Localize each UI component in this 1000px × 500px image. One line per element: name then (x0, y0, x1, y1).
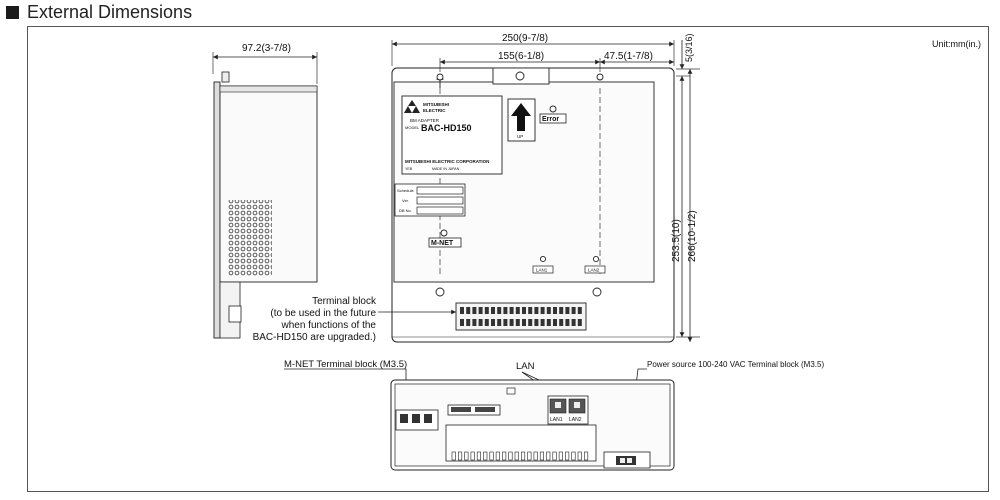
terminal-pin (472, 319, 476, 326)
terminal-pin (541, 319, 545, 326)
terminal-pin (466, 307, 470, 314)
mnet-terminal-callout: M-NET Terminal block (M3.5) (284, 359, 408, 370)
error-led-icon (550, 106, 556, 112)
svg-text:LAN2: LAN2 (569, 417, 582, 423)
terminal-pin (559, 319, 563, 326)
top-offset-label: 5(3/16) (684, 33, 694, 62)
terminal-pin (460, 307, 464, 314)
terminal-pin (460, 319, 464, 326)
svg-text:(to be used in the future: (to be used in the future (270, 308, 376, 319)
vent-holes (228, 200, 272, 276)
total-height-label: 266(10-1/2) (687, 210, 698, 262)
terminal-pin (516, 307, 520, 314)
board-connector-tooth (578, 452, 582, 460)
power-terminal-callout: Power source 100-240 VAC Terminal block (M3.5) (647, 360, 825, 369)
terminal-pin (485, 307, 489, 314)
right-offset-label: 47.5(1-7/8) (604, 51, 653, 62)
mnet-label: M-NET (431, 240, 454, 247)
terminal-pin (541, 307, 545, 314)
board-connector-tooth (490, 452, 494, 460)
svg-text:LAN1: LAN1 (536, 267, 548, 273)
svg-text:MITSUBISHI ELECTRIC CORPORATIO: MITSUBISHI ELECTRIC CORPORATION (405, 159, 490, 164)
board-connector-tooth (477, 452, 481, 460)
terminal-pin (497, 307, 501, 314)
svg-text:Terminal block: Terminal block (312, 296, 376, 307)
svg-text:ELECTRIC: ELECTRIC (423, 108, 446, 113)
terminal-pin (572, 319, 576, 326)
board-connector-tooth (534, 452, 538, 460)
svg-text:UP: UP (517, 134, 524, 139)
svg-text:LAN1: LAN1 (550, 417, 563, 423)
terminal-pin (503, 307, 507, 314)
svg-text:Ver.: Ver. (402, 198, 409, 203)
board-connector-tooth (465, 452, 469, 460)
terminal-pin (503, 319, 507, 326)
board-connector-tooth (540, 452, 544, 460)
lan1-led-icon (540, 256, 545, 261)
board-connector-tooth (565, 452, 569, 460)
mnet-led-icon (441, 230, 447, 236)
terminal-pin (497, 319, 501, 326)
terminal-pin (553, 307, 557, 314)
terminal-pin (485, 319, 489, 326)
terminal-pin (522, 307, 526, 314)
lan2-led-icon (593, 256, 598, 261)
terminal-pin (528, 319, 532, 326)
error-label: Error (542, 116, 560, 123)
svg-text:LAN2: LAN2 (588, 267, 600, 273)
total-width-label: 250(9-7/8) (502, 33, 549, 44)
terminal-pin (547, 307, 551, 314)
terminal-pin (553, 319, 557, 326)
board-connector-tooth (528, 452, 532, 460)
section-title: External Dimensions (27, 1, 193, 22)
bottom-view (284, 359, 824, 470)
terminal-pin (516, 319, 520, 326)
board-connector-tooth (547, 452, 551, 460)
terminal-pin (522, 319, 526, 326)
terminal-pin (534, 319, 538, 326)
terminal-pin (559, 307, 563, 314)
terminal-pin (578, 307, 582, 314)
board-connector-tooth (584, 452, 588, 460)
hole-spacing-label: 155(6-1/8) (498, 51, 545, 62)
unit-label: Unit:mm(in.) (932, 39, 981, 49)
board-connector-tooth (553, 452, 557, 460)
model-name: BAC-HD150 (421, 123, 472, 133)
side-view (213, 43, 317, 338)
svg-text:BM ADAPTER: BM ADAPTER (410, 118, 440, 123)
inner-height-label: 253.5(10) (671, 219, 682, 262)
board-connector-tooth (484, 452, 488, 460)
svg-text:Schedule: Schedule (397, 188, 414, 193)
board-connector-tooth (572, 452, 576, 460)
board-connector-tooth (458, 452, 462, 460)
board-connector-tooth (509, 452, 513, 460)
terminal-pin (466, 319, 470, 326)
terminal-pin (510, 307, 514, 314)
board-connector-tooth (521, 452, 525, 460)
terminal-pin (479, 319, 483, 326)
terminal-pin (565, 319, 569, 326)
terminal-pin (491, 307, 495, 314)
terminal-pin (479, 307, 483, 314)
terminal-pin (572, 307, 576, 314)
terminal-pin (510, 319, 514, 326)
svg-text:BAC-HD150 are upgraded.): BAC-HD150 are upgraded.) (252, 332, 376, 343)
lan-callout: LAN (516, 361, 535, 372)
svg-text:YEB: YEB (405, 167, 413, 171)
terminal-pin (578, 319, 582, 326)
svg-text:MITSUBISHI: MITSUBISHI (423, 102, 450, 107)
terminal-pin (491, 319, 495, 326)
terminal-pin (534, 307, 538, 314)
board-connector-tooth (471, 452, 475, 460)
terminal-pin (472, 307, 476, 314)
terminal-pin (547, 319, 551, 326)
svg-text:MADE IN JAPAN: MADE IN JAPAN (432, 167, 460, 171)
svg-text:when functions of the: when functions of the (281, 320, 376, 331)
terminal-pin (565, 307, 569, 314)
board-connector-tooth (515, 452, 519, 460)
board-connector-tooth (502, 452, 506, 460)
terminal-pin (528, 307, 532, 314)
side-width-label: 97.2(3-7/8) (242, 43, 291, 54)
board-connector-tooth (452, 452, 456, 460)
front-view (392, 68, 674, 342)
svg-text:MODEL: MODEL (405, 125, 420, 130)
svg-text:DB No.: DB No. (399, 208, 412, 213)
board-connector-tooth (496, 452, 500, 460)
board-connector-tooth (559, 452, 563, 460)
